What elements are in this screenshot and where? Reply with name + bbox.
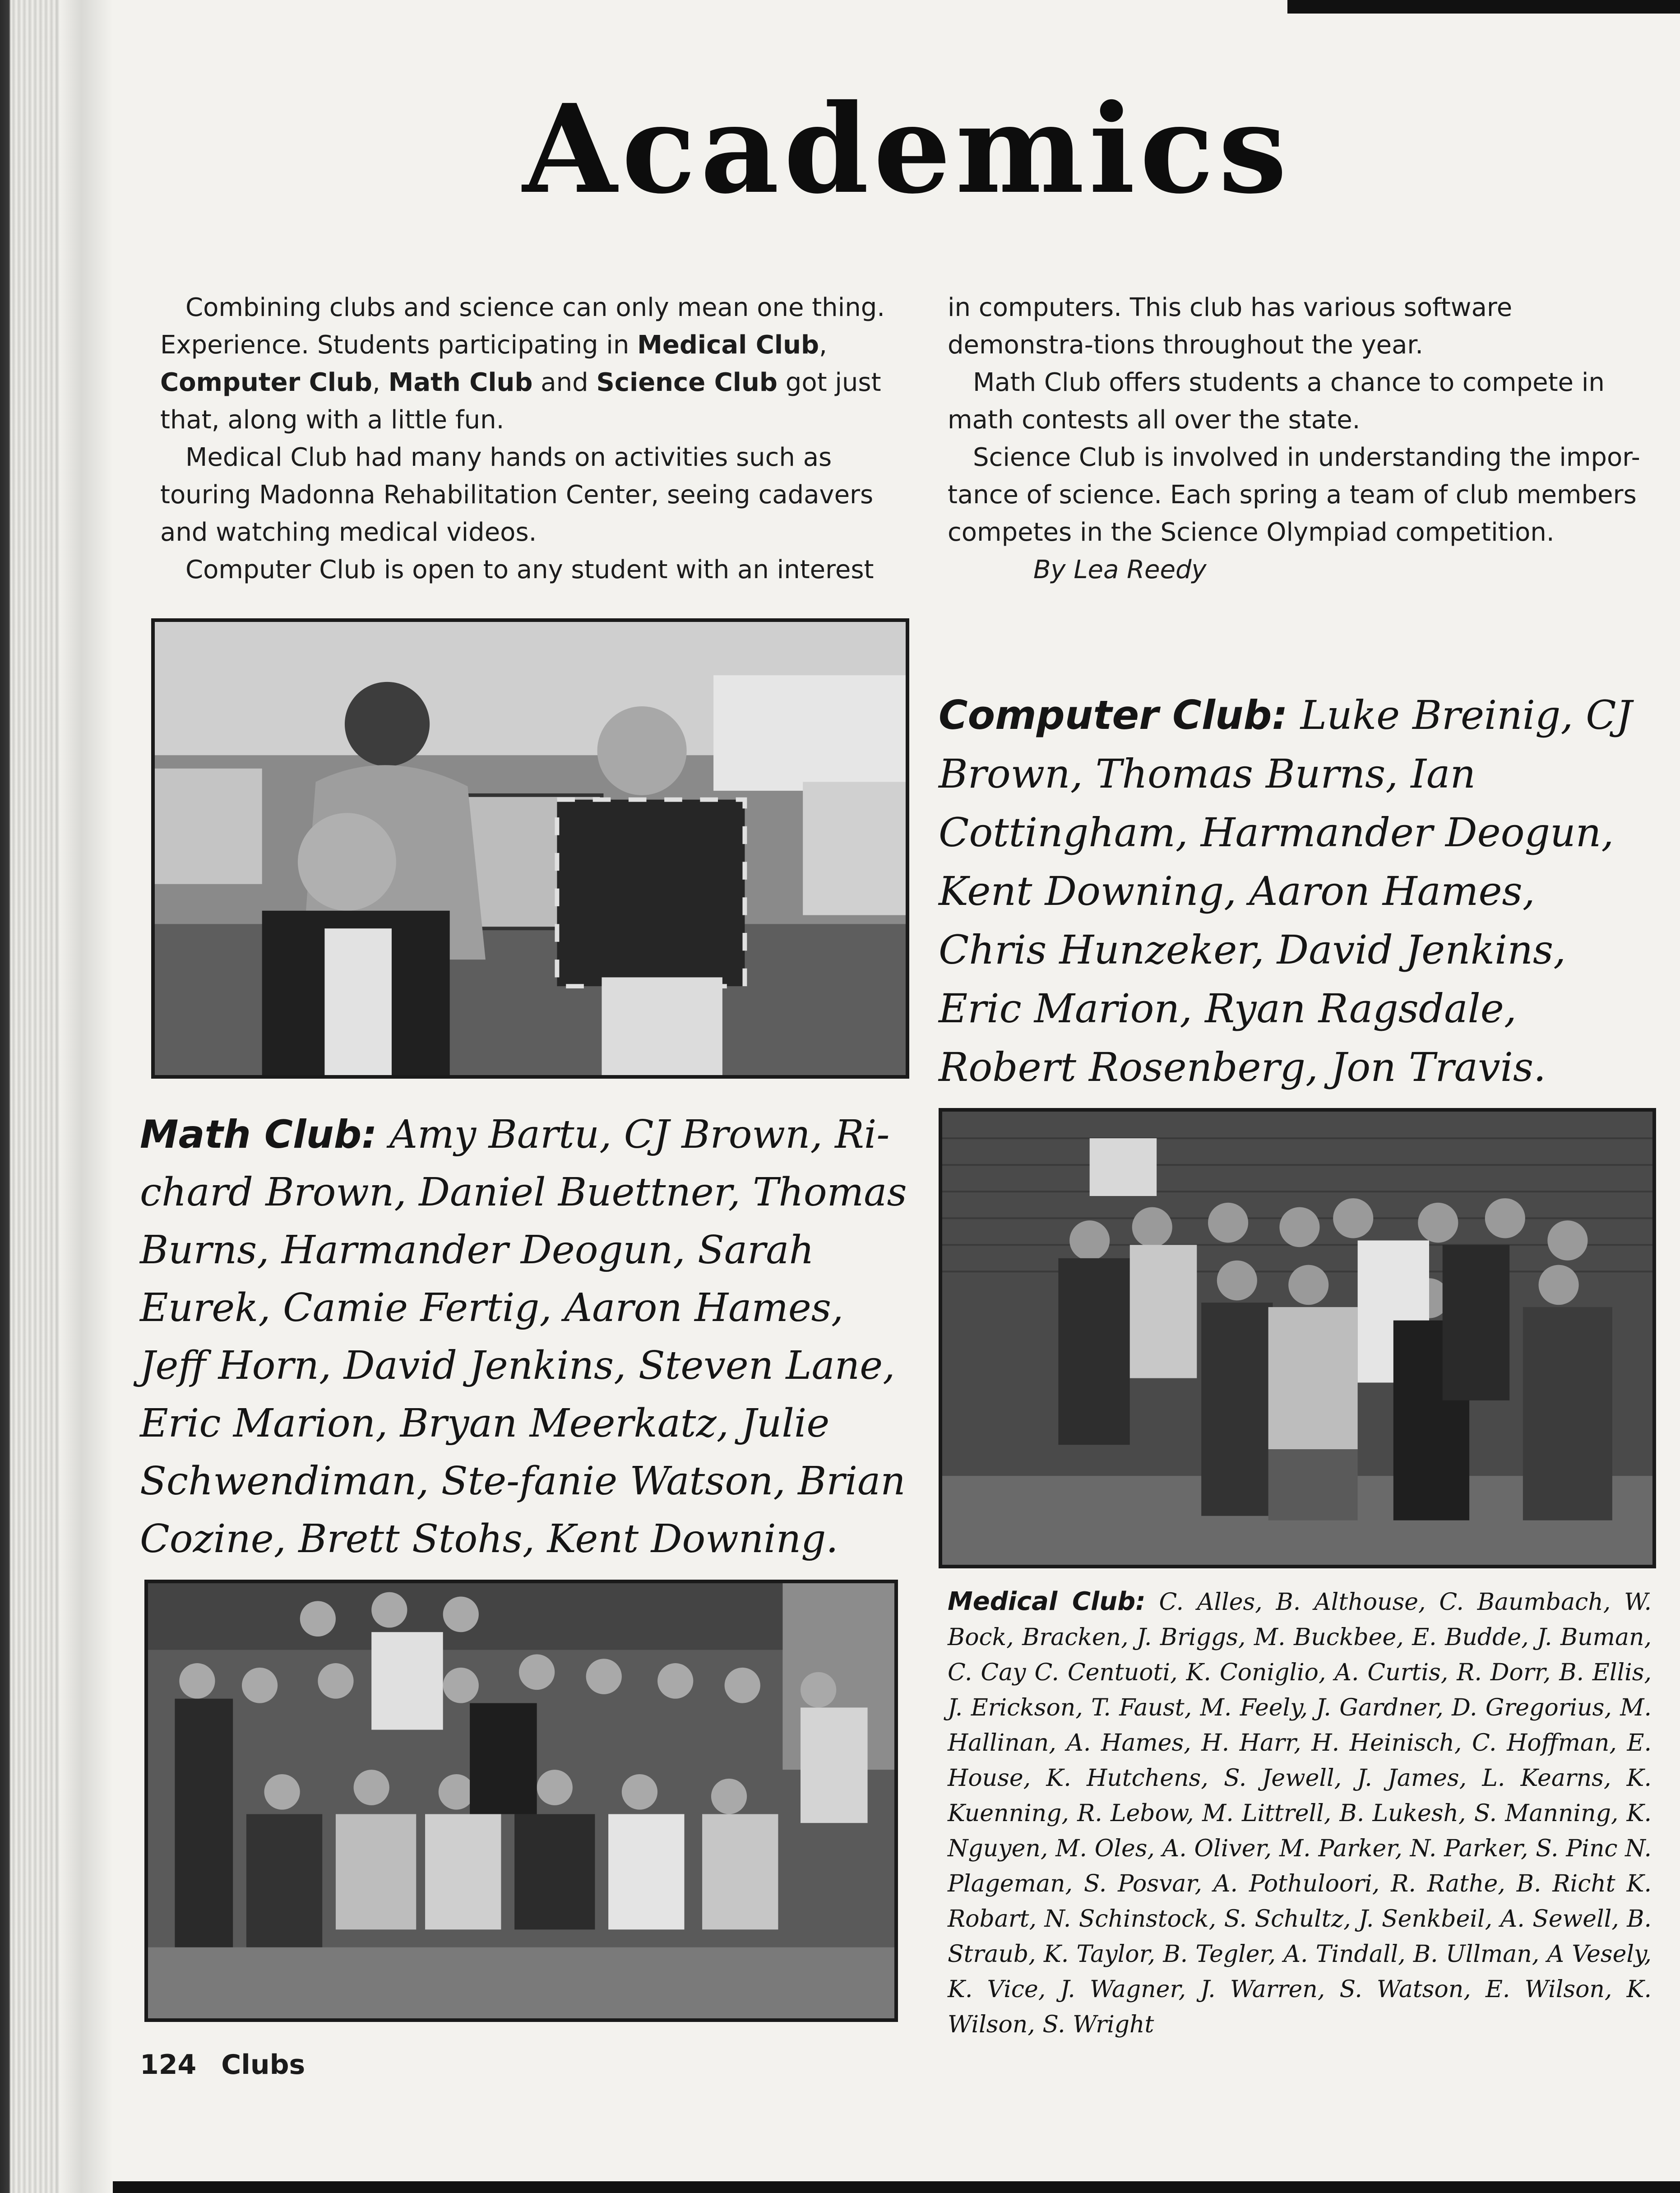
medical-club-label: Medical Club: [948, 1587, 1146, 1616]
intro-paragraph-2: Medical Club had many hands on activities such as touring Madonna Rehabilitation Center, seeing cadavers and watching medical videos. [160, 443, 874, 547]
scan-edge-top [1287, 0, 1680, 14]
page-folio [140, 2049, 305, 2081]
computer-club-members: Luke Breinig, CJ Brown, Thomas Burns, Ian Cottingham, Harmander Deogun, Kent Downing, Aaron Hames, Chris Hunzeker, David Jenkins, Eric Marion, Ryan Ragsdale, Robert Rosenberg, Jon Travis. [939, 692, 1632, 1090]
intro-paragraph-4: Math Club offers students a chance to compete in math contests all over the state. [948, 368, 1605, 435]
intro-left-column [160, 289, 914, 589]
medical-club-highlight: Medical Club [637, 330, 819, 360]
science-club-photo-illustration [942, 1112, 1652, 1565]
page-title: Academics [522, 77, 1292, 221]
math-club-photo [144, 1580, 898, 2022]
intro-paragraph-3: Computer Club is open to any student with an interest [185, 555, 874, 584]
science-club-highlight: Science Club [596, 368, 778, 397]
math-club-photo-illustration [148, 1583, 894, 2018]
science-club-photo [939, 1108, 1656, 1568]
math-club-roster [140, 1106, 907, 1568]
math-club-label: Math Club: [140, 1112, 377, 1157]
medical-club-members: C. Alles, B. Althouse, C. Baumbach, W. Bock, Bracken, J. Briggs, M. Buckbee, E. Budde, J. Buman, C. Cay C. Centuoti, K. Coniglio, A. Curtis, R. Dorr, B. Ellis, J. Erickson, T. Faust, M. Feely, J. Gardner, D. Gregorius, M. Hallinan, A. Hames, H. Harr, H. Heinisch, C. Hoffman, E. House, K. Hutchens, S. Jewell, J. James, L. Kearns, K. Kuenning, R. Lebow, M. Littrell, B. Lukesh, S. Manning, K. Nguyen, M. Oles, A. Oliver, M. Parker, N. Parker, S. Pinc N. Plageman, S. Posvar, A. Pothuloori, R. Rathe, B. Richt K. Robart, N. Schinstock, S. Schultz, J. Senkbeil, A. Sewell, B. Straub, K. Taylor, B. Tegler, A. Tindall, B. Ullman, A Vesely, K. Vice, J. Wagner, J. Warren, S. Watson, E. Wilson, K. Wilson, S. Wright [948, 1589, 1652, 2038]
intro-paragraph-1: Combining clubs and science can only mean one thing. Experience. Students participating in Medical Club, Computer Club, Math Club and Science Club got just that, along with a little fun. [160, 293, 885, 435]
math-club-members: Amy Bartu, CJ Brown, Ri-chard Brown, Daniel Buettner, Thomas Burns, Harmander Deogun, Sarah Eurek, Camie Fertig, Aaron Hames, Jeff Horn, David Jenkins, Steven Lane, Eric Marion, Bryan Meerkatz, Julie Schwendiman, Ste-fanie Watson, Brian Cozine, Brett Stohs, Kent Downing. [140, 1112, 907, 1562]
intro-right-column [948, 289, 1643, 589]
computer-club-highlight: Computer Club [160, 368, 372, 397]
section-name: Clubs [221, 2049, 305, 2081]
computer-club-roster [939, 686, 1652, 1097]
intro-paragraph-5: Science Club is involved in understanding the impor-tance of science. Each spring a team of club members competes in the Science Olympiad competition. [948, 443, 1640, 547]
medical-club-roster [948, 1584, 1652, 2042]
scan-edge-bottom [113, 2181, 1680, 2193]
computer-club-label: Computer Club: [939, 692, 1288, 738]
book-binding-edge [0, 0, 113, 2193]
math-club-highlight: Math Club [388, 368, 533, 397]
intro-paragraph-3-continued: in computers. This club has various software demonstra-tions throughout the year. [948, 293, 1513, 360]
computer-club-photo-illustration [155, 622, 906, 1075]
computer-club-photo [151, 618, 909, 1079]
byline: By Lea Reedy [1033, 555, 1207, 584]
page-number: 124 [140, 2049, 197, 2081]
